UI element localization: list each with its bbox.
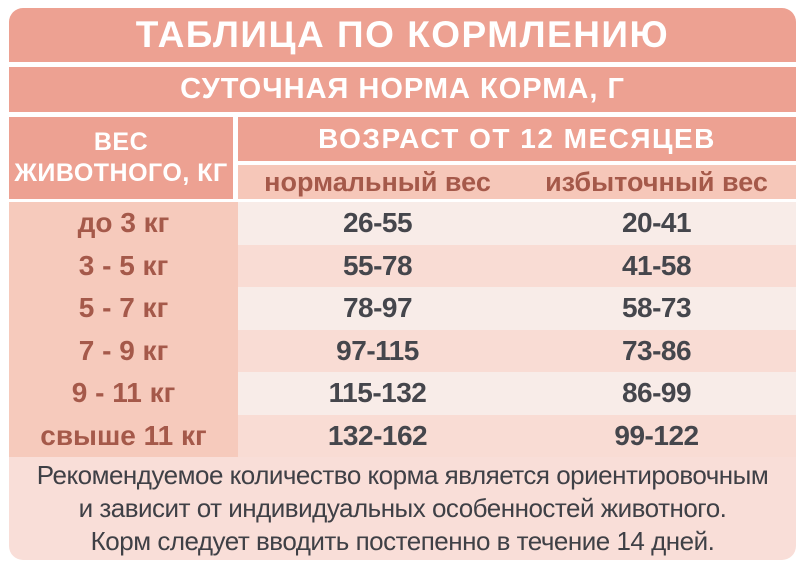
content-wrap <box>9 8 796 560</box>
value-cells <box>238 415 796 458</box>
page-title: ТАБЛИЦА ПО КОРМЛЕНИЮ <box>9 8 796 62</box>
weight-label: 7 - 9 кг <box>9 330 238 373</box>
age-header-group <box>238 117 796 199</box>
table-row <box>9 372 796 415</box>
disclaimer-line2: и зависит от индивидуальных особенностей животного. <box>78 492 727 523</box>
table-row <box>9 287 796 330</box>
value-cells <box>238 287 796 330</box>
normal-weight-value: 97-115 <box>336 334 419 366</box>
normal-weight-value: 132-162 <box>327 419 428 451</box>
weight-column-header <box>9 117 233 199</box>
weight-header-line1: ВЕС <box>93 127 149 156</box>
disclaimer-note <box>9 457 796 560</box>
normal-weight-value: 78-97 <box>342 292 413 324</box>
age-group-header: ВОЗРАСТ ОТ 12 МЕСЯЦЕВ <box>238 117 796 161</box>
table-header <box>9 117 796 199</box>
weight-label: свыше 11 кг <box>9 415 238 458</box>
weight-header-line2: ЖИВОТНОГО, КГ <box>14 159 228 187</box>
overweight-value: 58-73 <box>621 292 692 324</box>
value-cells <box>238 245 796 288</box>
table-row <box>9 415 796 458</box>
disclaimer-line3: Корм следует вводить постепенно в течение 14 дней. <box>90 526 715 557</box>
weight-label: 3 - 5 кг <box>9 245 238 288</box>
data-table <box>9 202 796 457</box>
table-row <box>9 330 796 373</box>
weight-label: 5 - 7 кг <box>9 287 238 330</box>
value-cells <box>238 202 796 245</box>
value-cells <box>238 372 796 415</box>
value-cells <box>238 330 796 373</box>
weight-label: до 3 кг <box>9 202 238 245</box>
normal-weight-value: 26-55 <box>342 207 413 239</box>
table-row <box>9 245 796 288</box>
table-row <box>9 202 796 245</box>
daily-norm-subtitle: СУТОЧНАЯ НОРМА КОРМА, Г <box>9 67 796 112</box>
column-header-overweight: избыточный вес <box>545 166 768 197</box>
weight-label: 9 - 11 кг <box>9 372 238 415</box>
column-subheaders <box>238 165 796 199</box>
column-header-normal-weight: нормальный вес <box>264 166 491 197</box>
overweight-value: 20-41 <box>621 207 692 239</box>
overweight-value: 86-99 <box>621 377 692 409</box>
overweight-value: 41-58 <box>621 249 692 281</box>
normal-weight-value: 55-78 <box>342 249 413 281</box>
overweight-value: 73-86 <box>621 334 692 366</box>
overweight-value: 99-122 <box>614 419 699 451</box>
disclaimer-line1: Рекомендуемое количество корма является ориентировочным <box>36 459 769 490</box>
normal-weight-value: 115-132 <box>328 377 427 409</box>
